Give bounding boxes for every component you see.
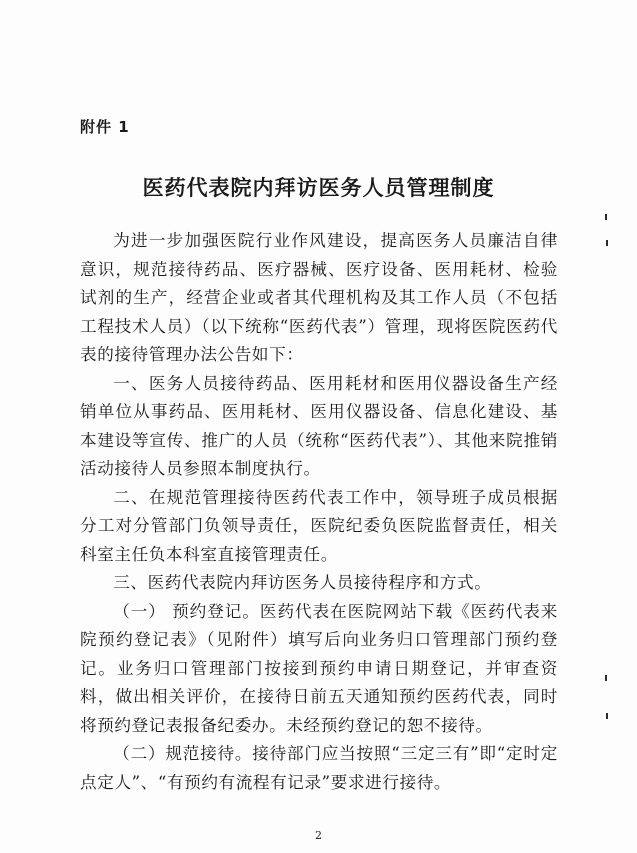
scan-mark [605, 675, 607, 681]
scan-mark [605, 214, 607, 220]
paragraph-intro: 为进一步加强医院行业作风建设，提高医务人员廉洁自律意识，规范接待药品、医疗器械、医疗设备、医用耗材、检验试剂的生产，经营企业或者其代理机构及其工作人员（不包括工程技术人员）（以下统称“医药代表”）管理，现将医院医药代表的接待管理办法公告如下： [80, 231, 558, 364]
paragraph-subsection-2: （二）规范接待。接待部门应当按照“三定三有”即“定时定点定人”、“有预约有流程有记录”要求进行接待。 [80, 744, 558, 792]
page-number: 2 [315, 829, 322, 842]
paragraph-section-1: 一、医务人员接待药品、医用耗材和医用仪器设备生产经销单位从事药品、医用耗材、医用仪器设备、信息化建设、基本建设等宣传、推广的人员（统称“医药代表”）、其他来院推销活动接待人员参照本制度执行。 [80, 373, 558, 478]
attachment-label: 附件 1 [80, 118, 130, 136]
paragraph-subsection-1: （一） 预约登记。医药代表在医院网站下载《医药代表来院预约登记表》（见附件）填写后向业务归口管理部门预约登记。业务归口管理部门按接到预约申请日期登记，并审查资料，做出相关评价，在接待日前五天通知预约医药代表，同时将预约登记表报备纪委办。未经预约登记的恕不接待。 [80, 601, 558, 735]
scan-mark [606, 240, 608, 246]
document-body [80, 227, 558, 797]
scan-mark [606, 713, 608, 719]
paragraph-section-3: 三、医药代表院内拜访医务人员接待程序和方式。 [113, 573, 492, 592]
paragraph-section-2: 二、在规范管理接待医药代表工作中，领导班子成员根据分工对分管部门负领导责任，医院纪委负医院监督责任，相关科室主任负本科室直接管理责任。 [80, 487, 558, 564]
document-title: 医药代表院内拜访医务人员管理制度 [142, 176, 495, 200]
